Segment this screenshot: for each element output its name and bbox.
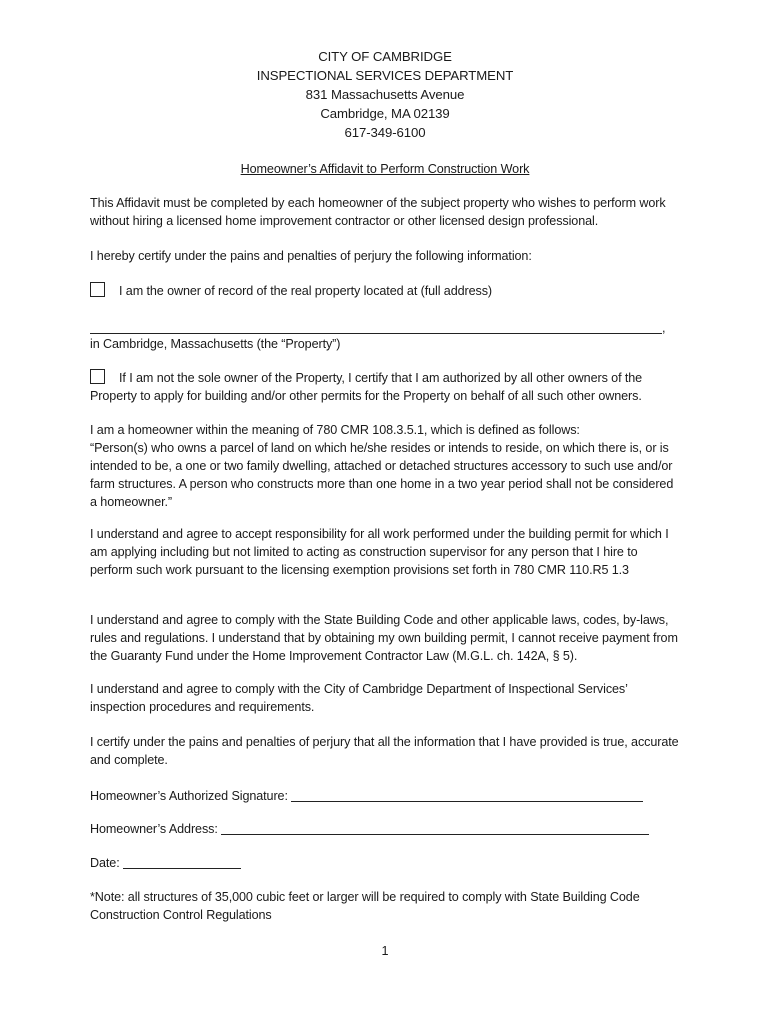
header-street: 831 Massachusetts Avenue [305,87,465,102]
signature-field[interactable] [291,788,643,802]
department-header [0,47,770,142]
header-city-zip: Cambridge, MA 02139 [320,106,450,121]
true-accurate-paragraph: I certify under the pains and penalties of perjury that all the information that I have provided is true, accurate and complete. [90,735,679,767]
building-code-paragraph: I understand and agree to comply with the State Building Code and other applicable laws, codes, by-laws, rules and regulations. I understand that by obtaining my own building permit, I cannot receive payment from the Guaranty Fund under the Home Improvement Contractor Law (M.G.L. ch. 142A, § 5). [90,613,678,663]
signature-label: Homeowner’s Authorized Signature: [90,789,288,803]
owner-of-record-row [90,282,690,300]
homeowner-definition [90,421,680,511]
responsibility-paragraph: I understand and agree to accept responsibility for all work performed under the building permit for which I am applying including but not limited to acting as construction supervisor for any person that I hire to perform such work pursuant to the licensing exemption provisions set forth in 780 CMR 110.R5 1.3 [90,527,669,577]
intro-paragraph: This Affidavit must be completed by each homeowner of the subject property who wishes to perform work without hiring a licensed home improvement contractor or other licensed design professional. [90,196,666,228]
sole-owner-row [90,369,680,405]
owner-of-record-checkbox[interactable] [90,282,105,297]
construction-control-note: *Note: all structures of 35,000 cubic feet or larger will be required to comply with State Building Code Construction Control Regulations [90,890,640,922]
homeowner-definition-quote: “Person(s) who owns a parcel of land on which he/she resides or intends to reside, on which there is, or is intended to be, a one or two family dwelling, attached or detached structures accessory to such use and/or farm structures. A person who constructs more than one home in a two year period shall not be considered a homeowner.” [90,441,674,509]
property-address-field[interactable] [90,320,662,334]
signature-row [90,787,690,805]
header-department: INSPECTIONAL SERVICES DEPARTMENT [256,68,514,83]
date-field[interactable] [123,855,241,869]
date-row [90,854,690,872]
document-title: Homeowner’s Affidavit to Perform Construction Work [240,162,530,176]
property-address-comma: , [662,321,666,335]
sole-owner-label: If I am not the sole owner of the Property, I certify that I am authorized by all other owners of the Property to apply for building and/or other permits for the Property on behalf of all such other owners. [90,371,643,403]
header-phone: 617-349-6100 [344,125,426,140]
owner-of-record-label: I am the owner of record of the real property located at (full address) [119,284,493,298]
homeowner-address-label: Homeowner’s Address: [90,822,218,836]
header-city: CITY OF CAMBRIDGE [318,49,452,64]
homeowner-address-row [90,820,690,838]
homeowner-definition-intro: I am a homeowner within the meaning of 780 CMR 108.3.5.1, which is defined as follows: [90,423,580,437]
in-cambridge-text: in Cambridge, Massachusetts (the “Property”) [90,337,341,351]
sole-owner-checkbox[interactable] [90,369,105,384]
inspection-paragraph: I understand and agree to comply with the City of Cambridge Department of Inspectional Services’ inspection procedures and requirements. [90,682,628,714]
certify-statement: I hereby certify under the pains and penalties of perjury the following information: [90,249,532,263]
page-number: 1 [381,944,389,958]
homeowner-address-field[interactable] [221,821,649,835]
date-label: Date: [90,856,120,870]
